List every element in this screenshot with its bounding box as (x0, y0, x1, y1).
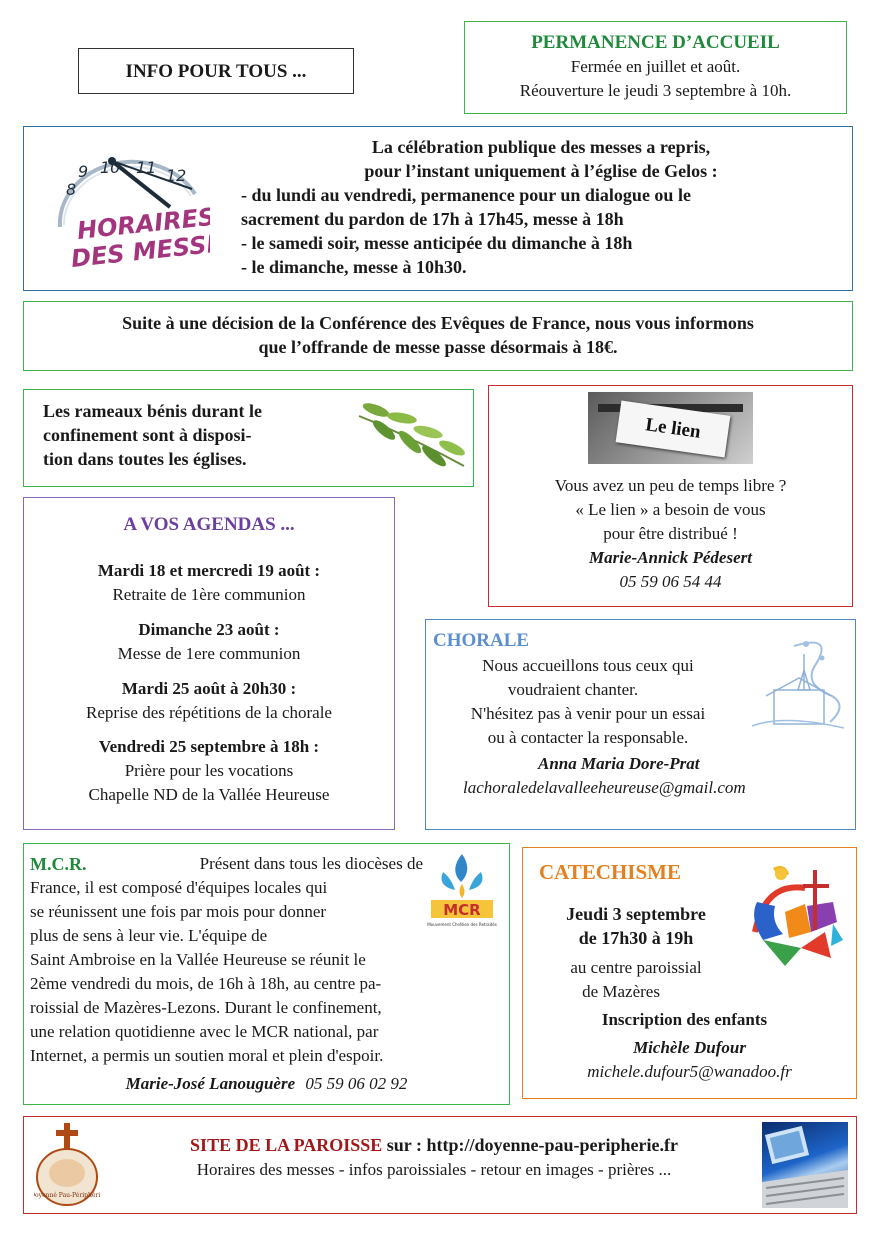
chorale-line4: ou à contacter la responsable. (487, 728, 689, 747)
svg-text:9: 9 (78, 162, 89, 181)
rameaux-line3: tion dans toutes les églises. (43, 449, 247, 469)
chorale-title: CHORALE (433, 630, 530, 651)
lien-line3: pour être distribué ! (603, 524, 738, 543)
agenda-event-desc: Messe de 1ere communion (117, 644, 301, 663)
chorale-contact-name: Anna Maria Dore-Prat (538, 754, 700, 773)
chorale-line3: N'hésitez pas à venir pour un essai (470, 704, 706, 723)
permanence-line2: Réouverture le jeudi 3 septembre à 10h. (519, 81, 792, 100)
agenda-event-desc: Retraite de 1ère communion (112, 585, 306, 604)
chorale-line1: Nous accueillons tous ceux qui (482, 656, 694, 675)
mcr-line: France, il est composé d'équipes locales qui (30, 878, 328, 897)
horaires-line2: pour l’instant uniquement à l’église de Gelos : (364, 161, 718, 181)
agenda-event-desc: Prière pour les vocations (124, 761, 294, 780)
mcr-flame-icon (427, 850, 497, 930)
agenda-event (24, 677, 394, 725)
offrande-line2: que l’offrande de messe passe désormais à 18€. (258, 337, 618, 357)
mcr-line: Présent dans tous les diocèses de (199, 854, 423, 873)
chapel-music-icon (744, 634, 854, 744)
agenda-event-date: Vendredi 25 septembre à 18h : (98, 737, 320, 756)
agenda-event-desc: Reprise des répétitions de la chorale (86, 703, 332, 722)
svg-text:Doyenné Pau-Périphérie: oyenné Pau-Périphérie (35, 1192, 100, 1199)
chorale-line2: voudraient chanter. (507, 680, 639, 699)
agenda-event-date: Mardi 18 et mercredi 19 août : (97, 561, 321, 580)
site-box (23, 1116, 857, 1214)
catechisme-line5: Inscription des enfants (601, 1010, 768, 1029)
horaires-line4: sacrement du pardon de 17h à 17h45, messe à 18h (241, 209, 624, 229)
permanence-box (464, 21, 847, 114)
rameaux-box (23, 389, 474, 487)
offrande-line1: Suite à une décision de la Conférence des Evêques de France, nous vous informons (122, 313, 754, 333)
catechisme-logo-icon (745, 862, 845, 972)
mcr-logo (427, 850, 497, 930)
lien-image (588, 392, 753, 464)
chorale-box (425, 619, 856, 830)
keyboard-screen-icon (762, 1122, 848, 1208)
site-url[interactable]: sur : http://doyenne-pau-peripherie.fr (382, 1135, 678, 1155)
mcr-line: Internet, a permis un soutien moral et plein d'espoir. (30, 1046, 384, 1065)
info-title-box (78, 48, 354, 94)
catechisme-line2: de 17h30 à 19h (578, 928, 694, 948)
mcr-contact-name: Marie-José Lanouguère (125, 1074, 296, 1093)
site-line2: Horaires des messes - infos paroissiales - retour en images - prières ... (196, 1160, 672, 1179)
agenda-event-date: Mardi 25 août à 20h30 : (121, 679, 297, 698)
lien-box (488, 385, 853, 607)
olive-branch-icon (354, 396, 474, 476)
mcr-title: M.C.R. (30, 854, 87, 874)
svg-text:8: 8 (66, 180, 77, 199)
mcr-line: se réunissent une fois par mois pour donner (30, 902, 327, 921)
rameaux-line1: Les rameaux bénis durant le (43, 401, 263, 421)
cross-icon (34, 1121, 100, 1209)
lien-line1: Vous avez un peu de temps libre ? (554, 476, 787, 495)
svg-text:MCR: MCR (443, 901, 481, 919)
svg-text:11: 11 (136, 158, 157, 177)
catechisme-title: CATECHISME (539, 860, 681, 884)
mcr-line: une relation quotidienne avec le MCR national, par (30, 1022, 379, 1041)
site-logo (34, 1121, 100, 1209)
lien-contact-phone: 05 59 06 54 44 (619, 572, 722, 591)
mcr-line: plus de sens à leur vie. L'équipe de (30, 926, 268, 945)
catechisme-contact-name: Michèle Dufour (633, 1038, 746, 1057)
catechisme-line3: au centre paroissial (570, 958, 702, 977)
mcr-line: Saint Ambroise en la Vallée Heureuse se réunit le (30, 950, 366, 969)
catechisme-box (522, 847, 857, 1099)
horaires-line1: La célébration publique des messes a repris, (371, 137, 711, 157)
lien-contact-name: Marie-Annick Pédesert (589, 548, 752, 567)
catechisme-line4: de Mazères (582, 982, 660, 1001)
agenda-event (24, 735, 394, 807)
horaires-line3: - du lundi au vendredi, permanence pour un dialogue ou le (241, 185, 691, 205)
chorale-contact-email: lachoraledelavalleeheureuse@gmail.com (463, 778, 746, 797)
agendas-box (23, 497, 395, 830)
offrande-box (23, 301, 853, 371)
agendas-title: A VOS AGENDAS ... (123, 514, 295, 535)
mcr-line: 2ème vendredi du mois, de 16h à 18h, au centre pa- (30, 974, 382, 993)
lien-image-label: Le lien (644, 414, 702, 443)
info-title: INFO POUR TOUS ... (125, 61, 307, 82)
agenda-event (24, 618, 394, 666)
mcr-line: roissial de Mazères-Lezons. Durant le confinement, (30, 998, 382, 1017)
mcr-box (23, 843, 510, 1105)
horaires-logo (50, 149, 210, 274)
svg-text:DES MESSES: DES MESSES (69, 227, 210, 273)
horaires-line5: - le samedi soir, messe anticipée du dimanche à 18h (241, 233, 633, 253)
agenda-event-date: Dimanche 23 août : (138, 620, 280, 639)
permanence-line1: Fermée en juillet et août. (570, 57, 741, 76)
agenda-event-desc: Chapelle ND de la Vallée Heureuse (88, 785, 330, 804)
catechisme-contact-email: michele.dufour5@wanadoo.fr (587, 1062, 792, 1081)
svg-text:HORAIRES: HORAIRES (75, 202, 210, 245)
lien-line2: « Le lien » a besoin de vous (575, 500, 766, 519)
site-label: SITE DE LA PAROISSE (190, 1135, 383, 1155)
horaires-line6: - le dimanche, messe à 10h30. (241, 257, 467, 277)
mcr-contact-phone: 05 59 06 02 92 (305, 1074, 408, 1093)
agenda-event (24, 559, 394, 607)
rameaux-line2: confinement sont à disposi- (43, 425, 252, 445)
svg-text:Mouvement Chrétien des Retrait: Mouvement Chrétien des Retraités (427, 922, 497, 927)
svg-text:12: 12 (166, 166, 187, 185)
clock-icon (50, 149, 210, 274)
catechisme-line1: Jeudi 3 septembre (566, 904, 706, 924)
computer-image (762, 1122, 848, 1208)
permanence-title: PERMANENCE D’ACCUEIL (531, 32, 780, 53)
svg-text:10: 10 (100, 158, 121, 177)
horaires-box (23, 126, 853, 291)
